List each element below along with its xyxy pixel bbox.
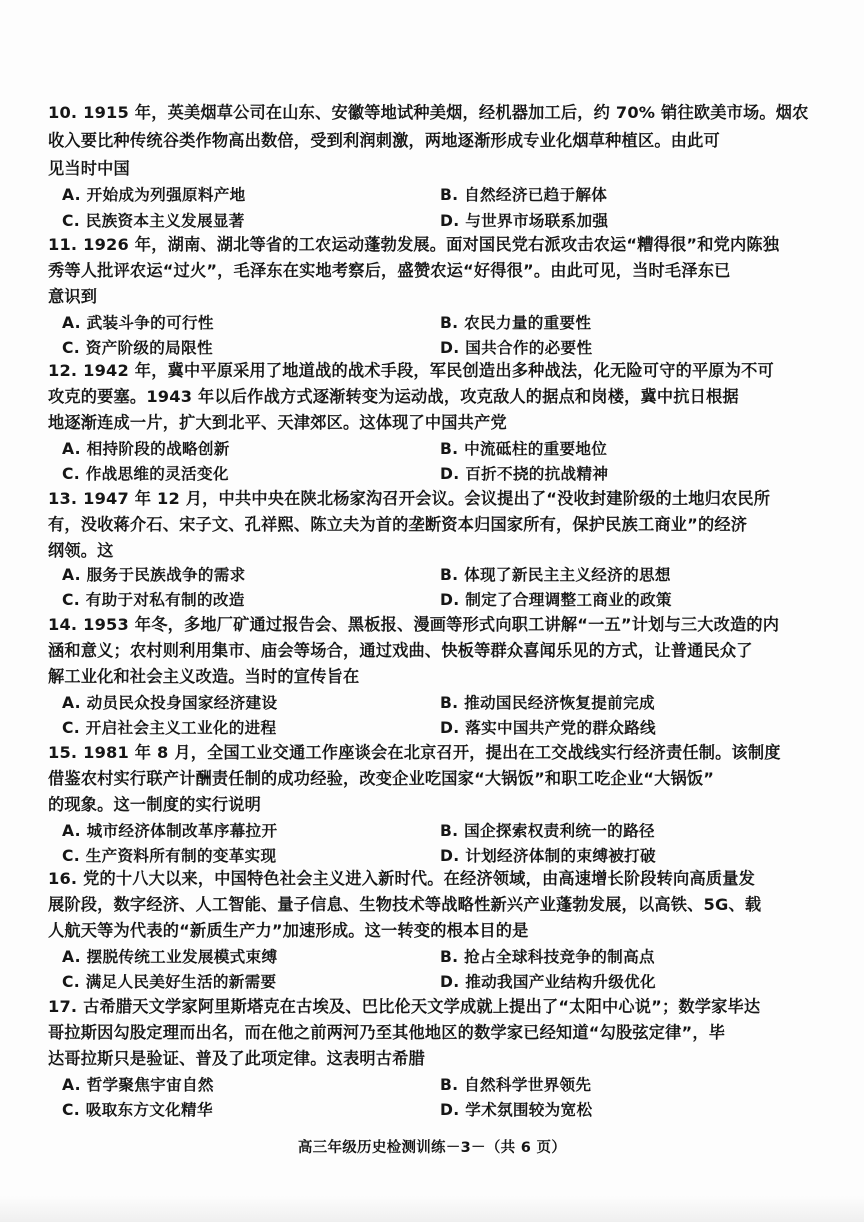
option-c: C. 民族资本主义发展显著 bbox=[62, 212, 245, 230]
question-stem-line: 借鉴农村实行联产计酬责任制的成功经验，改变企业吃国家“大锅饭”和职工吃企业“大锅饭” bbox=[48, 769, 715, 788]
question-stem-line: 纲领。这 bbox=[48, 541, 114, 560]
question-stem-line: 见当时中国 bbox=[48, 159, 130, 178]
question-stem-line: 的现象。这一制度的实行说明 bbox=[48, 795, 262, 814]
question-stem-line: 10. 1915 年，英美烟草公司在山东、安徽等地试种美烟，经机器加工后，约 70% 销往欧美市场。烟农 bbox=[48, 103, 809, 122]
option-d: D. 与世界市场联系加强 bbox=[440, 212, 609, 230]
option-a: A. 武装斗争的可行性 bbox=[62, 314, 214, 332]
question-stem-line: 人航天等为代表的“新质生产力”加速形成。这一转变的根本目的是 bbox=[48, 921, 529, 940]
question-stem-line: 15. 1981 年 8 月，全国工业交通工作座谈会在北京召开，提出在工交战线实行经济责任制。该制度 bbox=[48, 743, 781, 762]
question-stem-line: 12. 1942 年，冀中平原采用了地道战的战术手段，军民创造出多种战法，化无险可守的平原为不可 bbox=[48, 361, 774, 380]
question-stem-line: 秀等人批评农运“过火”，毛泽东在实地考察后，盛赞农运“好得很”。由此可见，当时毛泽东已 bbox=[48, 261, 731, 280]
option-d: D. 制定了合理调整工商业的政策 bbox=[440, 591, 672, 609]
question-stem-line: 收入要比种传统谷类作物高出数倍，受到利润刺激，两地逐渐形成专业化烟草种植区。由此可 bbox=[48, 131, 720, 150]
option-c: C. 生产资料所有制的变革实现 bbox=[62, 847, 277, 865]
page-footer: 高三年级历史检测训练－3－（共 6 页） bbox=[297, 1140, 567, 1156]
question-stem-line: 11. 1926 年，湖南、湖北等省的工农运动蓬勃发展。面对国民党右派攻击农运“糟得很”和党内陈独 bbox=[48, 235, 780, 254]
option-d: D. 百折不挠的抗战精神 bbox=[440, 465, 609, 483]
option-b: B. 自然科学世界领先 bbox=[440, 1076, 592, 1094]
question-stem-line: 14. 1953 年冬，多地厂矿通过报告会、黑板报、漫画等形式向职工讲解“一五”计划与三大改造的内 bbox=[48, 615, 780, 634]
question-stem-line: 地逐渐连成一片，扩大到北平、天津郊区。这体现了中国共产党 bbox=[48, 413, 507, 432]
question-stem-line: 13. 1947 年 12 月，中共中央在陕北杨家沟召开会议。会议提出了“没收封建阶级的土地归农民所 bbox=[48, 489, 771, 508]
question-stem-line: 解工业化和社会主义改造。当时的宣传旨在 bbox=[48, 667, 360, 686]
option-a: A. 城市经济体制改革序幕拉开 bbox=[62, 822, 278, 840]
option-a: A. 摆脱传统工业发展模式束缚 bbox=[62, 948, 278, 966]
option-b: B. 自然经济已趋于解体 bbox=[440, 186, 608, 204]
option-b: B. 推动国民经济恢复提前完成 bbox=[440, 694, 655, 712]
option-a: A. 相持阶段的战略创新 bbox=[62, 440, 230, 458]
question-stem-line: 攻克的要塞。1943 年以后作战方式逐渐转变为运动战，攻克敌人的据点和岗楼，冀中抗日根据 bbox=[48, 387, 739, 406]
question-stem-line: 意识到 bbox=[48, 287, 98, 306]
option-b: B. 抢占全球科技竞争的制高点 bbox=[440, 948, 655, 966]
option-b: B. 农民力量的重要性 bbox=[440, 314, 592, 332]
option-d: D. 推动我国产业结构升级优化 bbox=[440, 973, 656, 991]
option-c: C. 满足人民美好生活的新需要 bbox=[62, 973, 277, 991]
option-c: C. 吸取东方文化精华 bbox=[62, 1101, 213, 1119]
question-stem-line: 有，没收蒋介石、宋子文、孔祥熙、陈立夫为首的垄断资本归国家所有，保护民族工商业”的经济 bbox=[48, 515, 748, 534]
option-d: D. 国共合作的必要性 bbox=[440, 339, 593, 357]
option-c: C. 资产阶级的局限性 bbox=[62, 339, 213, 357]
question-stem-line: 展阶段，数字经济、人工智能、量子信息、生物技术等战略性新兴产业蓬勃发展，以高铁、5G、载 bbox=[48, 895, 762, 914]
option-c: C. 有助于对私有制的改造 bbox=[62, 591, 245, 609]
question-stem-line: 16. 党的十八大以来，中国特色社会主义进入新时代。在经济领域，由高速增长阶段转向高质量发 bbox=[48, 869, 755, 888]
option-a: A. 动员民众投身国家经济建设 bbox=[62, 694, 278, 712]
option-b: B. 国企探索权责利统一的路径 bbox=[440, 822, 655, 840]
question-stem-line: 哥拉斯因勾股定理而出名，而在他之前两河乃至其他地区的数学家已经知道“勾股弦定律”，毕 bbox=[48, 1023, 726, 1042]
option-d: D. 学术氛围较为宽松 bbox=[440, 1101, 593, 1119]
question-stem-line: 17. 古希腊天文学家阿里斯塔克在古埃及、巴比伦天文学成就上提出了“太阳中心说”；数学家毕达 bbox=[48, 997, 761, 1016]
option-a: A. 哲学聚焦宇宙自然 bbox=[62, 1076, 214, 1094]
option-c: C. 开启社会主义工业化的进程 bbox=[62, 719, 277, 737]
option-a: A. 开始成为列强原料产地 bbox=[62, 186, 246, 204]
option-b: B. 中流砥柱的重要地位 bbox=[440, 440, 608, 458]
option-d: D. 落实中国共产党的群众路线 bbox=[440, 719, 656, 737]
option-a: A. 服务于民族战争的需求 bbox=[62, 566, 246, 584]
question-stem-line: 涵和意义；农村则利用集市、庙会等场合，通过戏曲、快板等群众喜闻乐见的方式，让普通民众了 bbox=[48, 641, 753, 660]
option-d: D. 计划经济体制的束缚被打破 bbox=[440, 847, 656, 865]
question-stem-line: 达哥拉斯只是验证、普及了此项定律。这表明古希腊 bbox=[48, 1049, 425, 1068]
page-edge bbox=[0, 1196, 864, 1222]
option-b: B. 体现了新民主主义经济的思想 bbox=[440, 566, 671, 584]
option-c: C. 作战思维的灵活变化 bbox=[62, 465, 229, 483]
